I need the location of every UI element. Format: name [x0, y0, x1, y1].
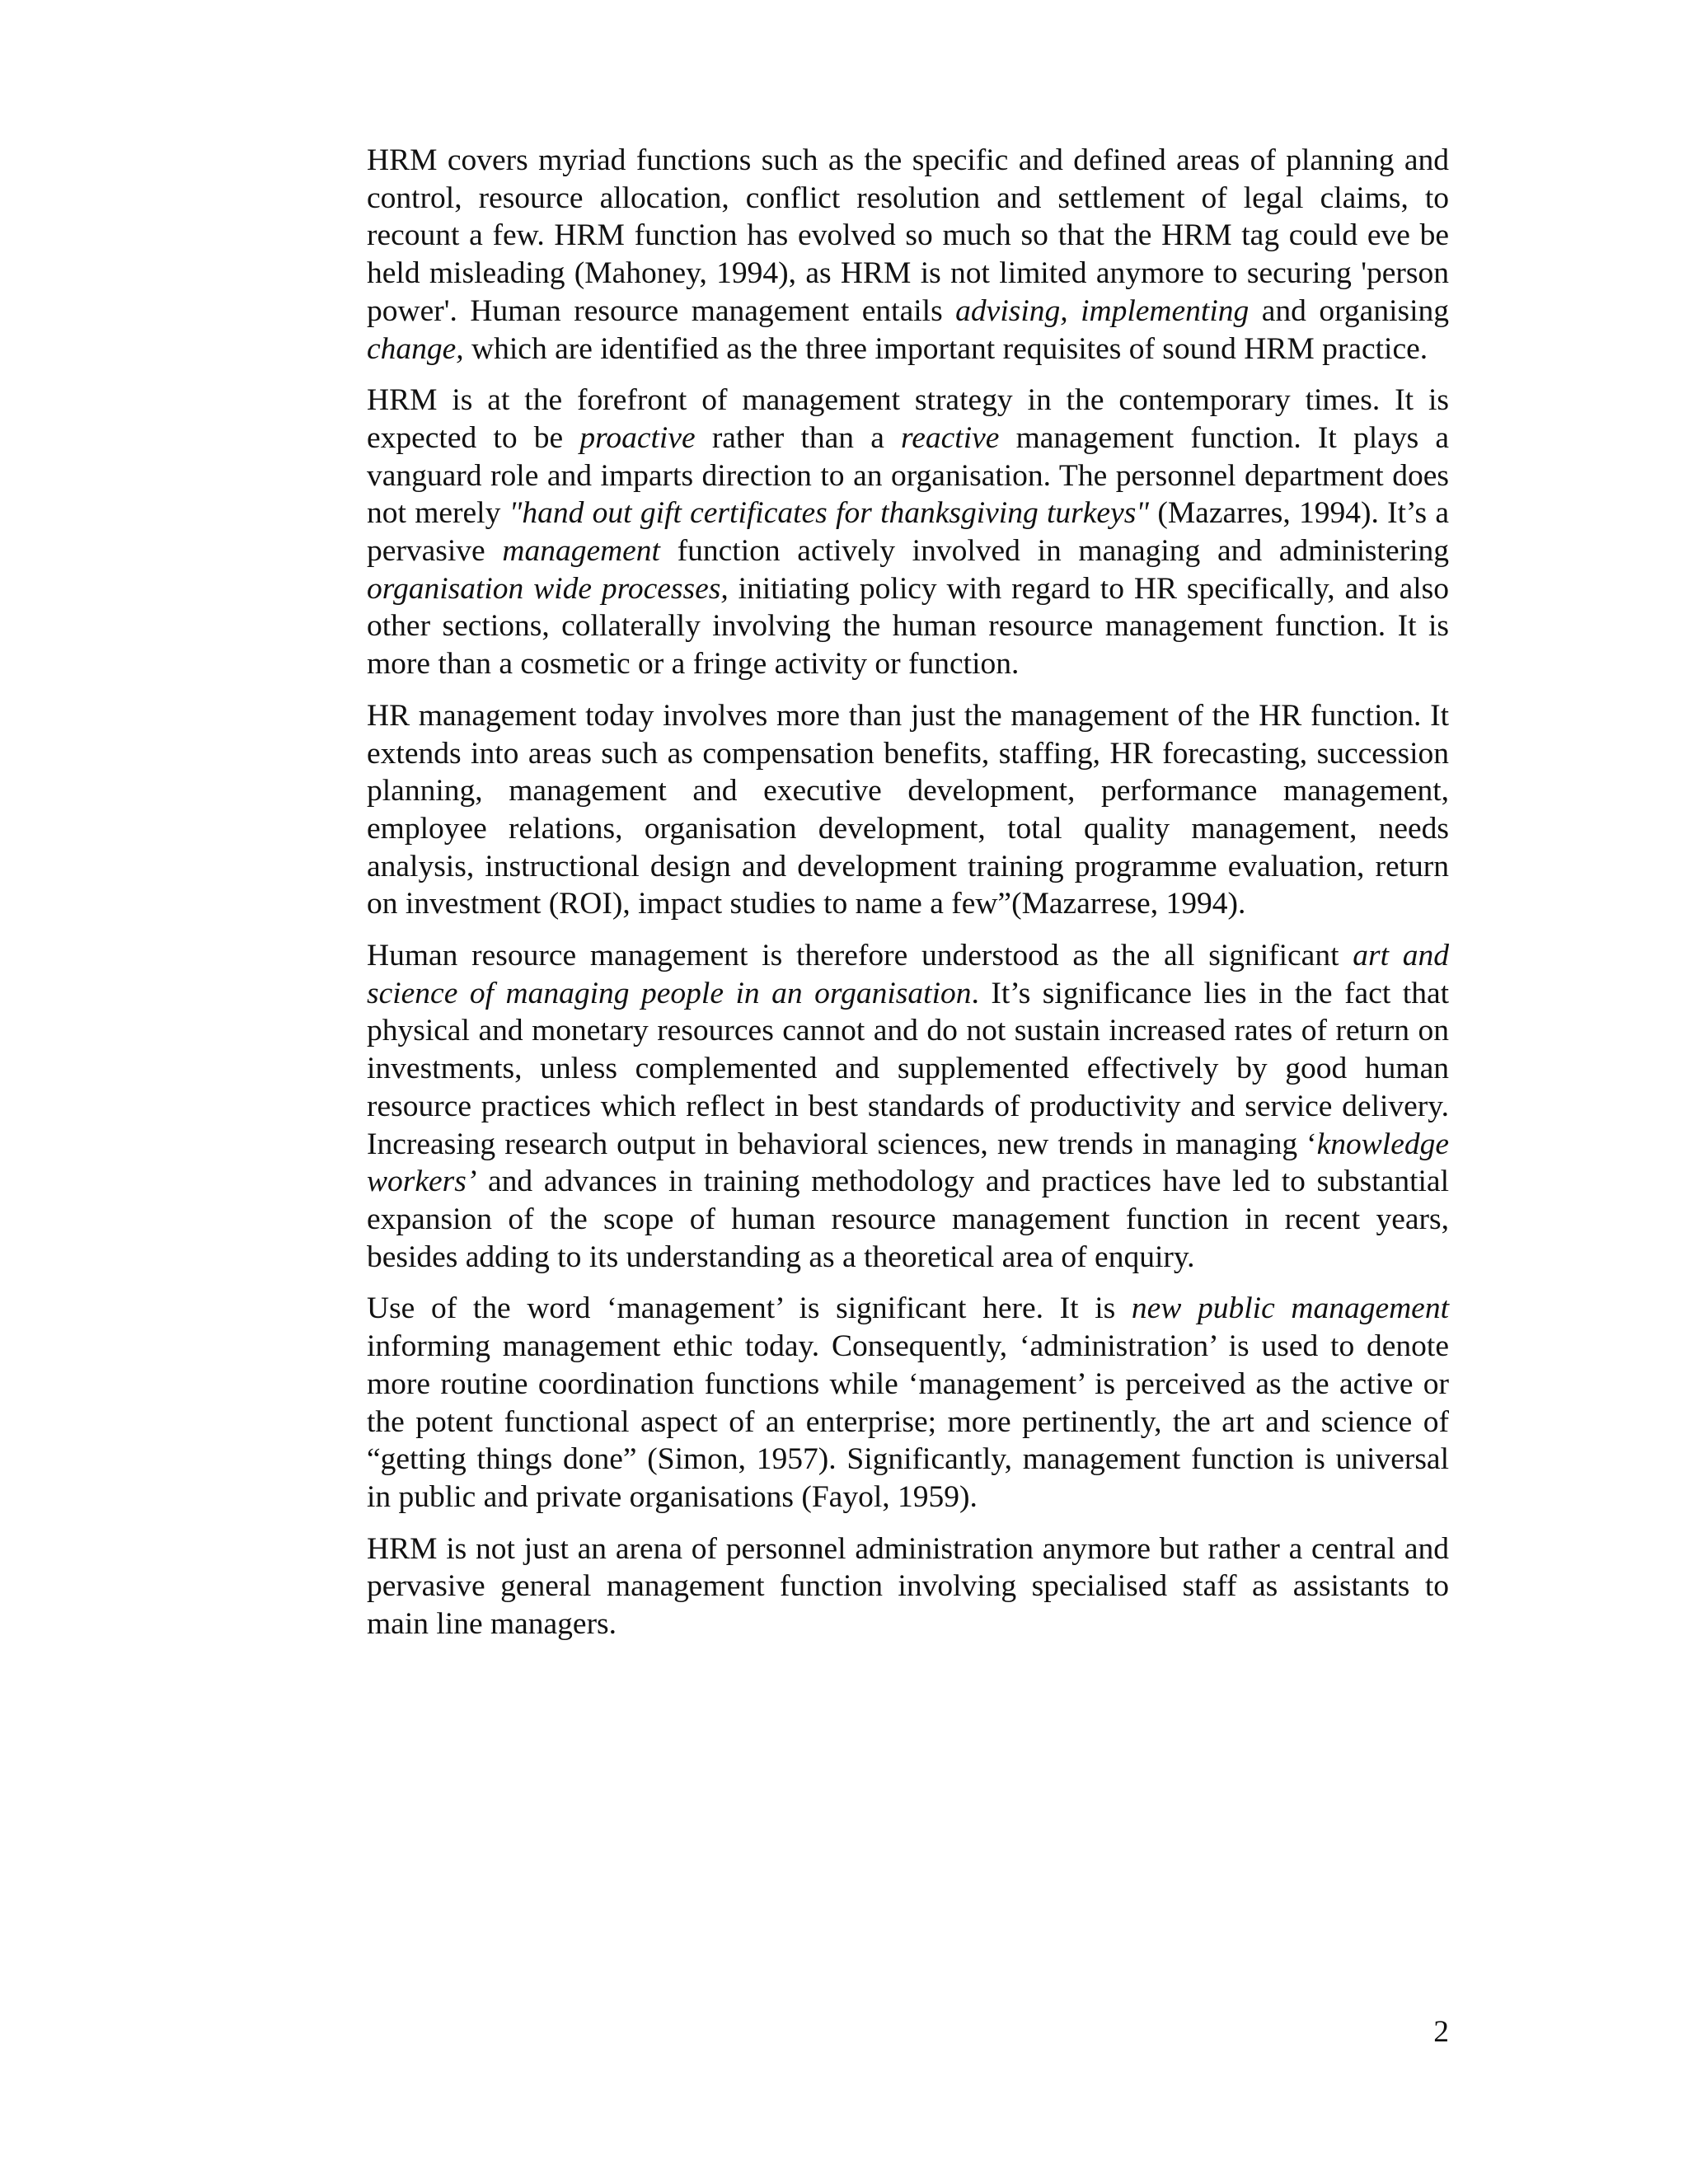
italic-segment: new public management: [1131, 1291, 1449, 1326]
text-segment: initiating policy with regard to HR specifically, and also other sections, collaterally involving the human resource management function. It is more than a cosmetic or a fringe activity or function.: [367, 571, 1449, 682]
italic-segment: knowledge workers’: [367, 1127, 1449, 1199]
italic-segment: art and science of managing people in an organisation: [367, 939, 1450, 1010]
text-segment: (Mazarres, 1994). It’s a pervasive: [367, 496, 1449, 569]
text-segment: HR management today involves more than just the management of the HR function. It extends into areas such as compensation benefits, staffing, HR forecasting, succession planning, management and executive development, performance management, employee relations, organisation development, total quality management, needs analysis, instructional design and development training programme evaluation, return on investment (ROI), impact studies to name a few”(Mazarrese, 1994).: [367, 698, 1449, 921]
text-segment: and organising: [1249, 293, 1450, 328]
text-segment: and advances in training methodology and practices have led to substantial expansion of the scope of human resource management function in recent years, besides adding to its understanding as a theoretical area of enquiry.: [367, 1165, 1449, 1274]
paragraph-hrm-functions: [367, 142, 1449, 368]
text-segment: rather than a: [695, 420, 902, 455]
text-segment: HRM is at the forefront of management strategy in the contemporary times. It is expected to be: [367, 383, 1449, 455]
text-segment: HRM is not just an arena of personnel administration anymore but rather a central and pervasive general management function involving specialised staff as assistants to main line managers.: [367, 1531, 1449, 1642]
paragraph-hrm-strategy: [367, 382, 1449, 683]
italic-segment: advising, implementing: [955, 293, 1250, 328]
paragraph-management-word: [367, 1290, 1449, 1516]
text-segment: informing management ethic today. Consequently, ‘administration’ is used to denote more routine coordination functions while ‘management’ is perceived as the active or the potent functional aspect of an enterprise; more pertinently, the art and science of “getting things done” (Simon, 1957). Significantly, management function is universal in public and private organisations (Fayol, 1959).: [367, 1329, 1449, 1514]
text-segment: management function. It plays a vanguard role and imparts direction to an organisation. The personnel department does not merely: [367, 420, 1449, 531]
body-text: [367, 142, 1449, 1657]
italic-segment: organisation wide processes,: [367, 571, 729, 606]
paragraph-hrm-significance: [367, 937, 1449, 1276]
text-segment: function actively involved in managing and administering: [659, 534, 1449, 569]
page-number: 2: [1433, 2015, 1449, 2049]
text-segment: Human resource management is therefore understood as the all significant: [367, 939, 1353, 973]
italic-segment: "hand out gift certificates for thanksgiving turkeys": [509, 496, 1150, 531]
italic-segment: management: [502, 534, 660, 569]
italic-segment: proactive: [579, 420, 696, 455]
italic-segment: reactive: [901, 420, 1000, 455]
paragraph-hrm-central-function: [367, 1530, 1449, 1643]
text-segment: which are identified as the three important requisites of sound HRM practice.: [463, 331, 1428, 366]
text-segment: . It’s significance lies in the fact that physical and monetary resources cannot and do not sustain increased rates of return on investments, unless complemented and supplemented effectively by good human resource practices which reflect in best standards of productivity and service delivery. Increasing research output in behavioral sciences, new trends in managing ‘: [367, 976, 1450, 1161]
text-segment: HRM covers myriad functions such as the specific and defined areas of planning and control, resource allocation, conflict resolution and settlement of legal claims, to recount a few. HRM function has evolved so much so that the HRM tag could eve be held misleading (Mahoney, 1994), as HRM is not limited anymore to securing 'person power'. Human resource management entails: [367, 143, 1449, 328]
text-segment: Use of the word ‘management’ is significant here. It is: [367, 1291, 1132, 1326]
italic-segment: change,: [367, 331, 464, 366]
paragraph-hr-management-today: [367, 697, 1449, 923]
